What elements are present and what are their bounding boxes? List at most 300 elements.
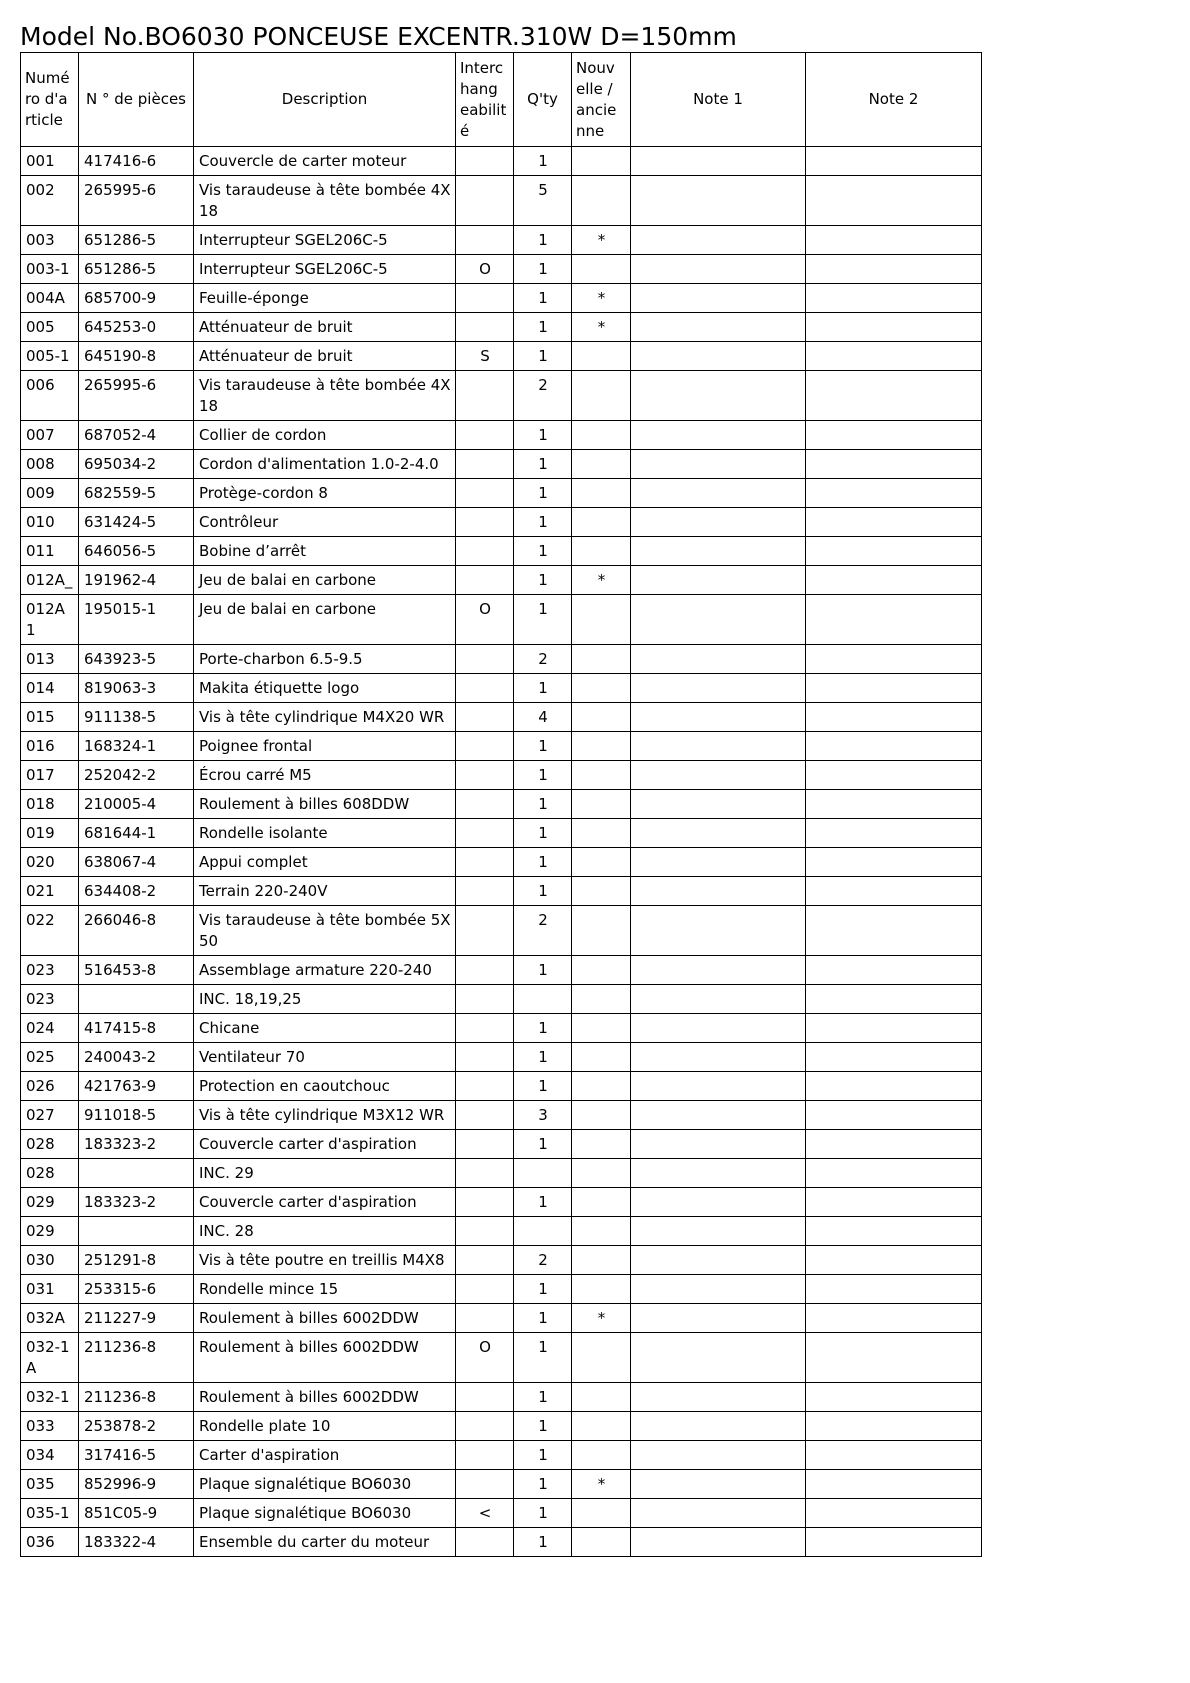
table-row <box>21 595 982 645</box>
cell-part-number: 911018-5 <box>79 1101 194 1130</box>
cell-note-1 <box>631 284 806 313</box>
table-row <box>21 1130 982 1159</box>
cell-note-2 <box>806 1528 982 1557</box>
cell-quantity: 1 <box>514 732 572 761</box>
cell-article-number: 015 <box>21 703 79 732</box>
cell-description: Rondelle isolante <box>194 819 456 848</box>
cell-description: Vis taraudeuse à tête bombée 5X 50 <box>194 906 456 956</box>
cell-part-number: 681644-1 <box>79 819 194 848</box>
cell-new-old <box>572 877 631 906</box>
cell-article-number: 002 <box>21 176 79 226</box>
cell-new-old <box>572 479 631 508</box>
cell-note-2 <box>806 508 982 537</box>
cell-description: Roulement à billes 6002DDW <box>194 1304 456 1333</box>
cell-note-2 <box>806 761 982 790</box>
cell-article-number: 018 <box>21 790 79 819</box>
cell-article-number: 031 <box>21 1275 79 1304</box>
cell-interchangeability <box>456 877 514 906</box>
cell-description: Carter d'aspiration <box>194 1441 456 1470</box>
cell-quantity: 1 <box>514 421 572 450</box>
cell-interchangeability: S <box>456 342 514 371</box>
cell-quantity: 1 <box>514 1441 572 1470</box>
cell-article-number: 025 <box>21 1043 79 1072</box>
cell-interchangeability <box>456 537 514 566</box>
table-row <box>21 956 982 985</box>
cell-description: INC. 28 <box>194 1217 456 1246</box>
table-header-row <box>21 53 982 147</box>
cell-interchangeability <box>456 371 514 421</box>
cell-note-1 <box>631 176 806 226</box>
cell-interchangeability: O <box>456 1333 514 1383</box>
cell-part-number: 643923-5 <box>79 645 194 674</box>
cell-article-number: 035-1 <box>21 1499 79 1528</box>
cell-article-number: 010 <box>21 508 79 537</box>
cell-note-1 <box>631 1275 806 1304</box>
cell-note-2 <box>806 819 982 848</box>
cell-note-1 <box>631 1470 806 1499</box>
cell-note-1 <box>631 479 806 508</box>
cell-quantity: 1 <box>514 761 572 790</box>
cell-description: Écrou carré M5 <box>194 761 456 790</box>
cell-description: Roulement à billes 6002DDW <box>194 1333 456 1383</box>
cell-interchangeability <box>456 313 514 342</box>
cell-article-number: 026 <box>21 1072 79 1101</box>
cell-quantity: 3 <box>514 1101 572 1130</box>
cell-quantity: 1 <box>514 1383 572 1412</box>
cell-new-old <box>572 732 631 761</box>
cell-description: Couvercle de carter moteur <box>194 147 456 176</box>
table-row <box>21 1188 982 1217</box>
cell-note-1 <box>631 537 806 566</box>
cell-part-number: 646056-5 <box>79 537 194 566</box>
header-note-1: Note 1 <box>631 53 806 147</box>
cell-new-old <box>572 147 631 176</box>
cell-description: Makita étiquette logo <box>194 674 456 703</box>
table-row <box>21 1159 982 1188</box>
cell-part-number <box>79 1217 194 1246</box>
cell-note-2 <box>806 342 982 371</box>
cell-description: Atténuateur de bruit <box>194 342 456 371</box>
header-description: Description <box>194 53 456 147</box>
table-row <box>21 761 982 790</box>
cell-note-2 <box>806 985 982 1014</box>
cell-description: Feuille-éponge <box>194 284 456 313</box>
cell-note-1 <box>631 956 806 985</box>
cell-description: Ventilateur 70 <box>194 1043 456 1072</box>
cell-interchangeability <box>456 848 514 877</box>
cell-note-1 <box>631 645 806 674</box>
cell-part-number: 634408-2 <box>79 877 194 906</box>
cell-note-1 <box>631 761 806 790</box>
cell-new-old <box>572 450 631 479</box>
table-row <box>21 906 982 956</box>
cell-note-2 <box>806 566 982 595</box>
cell-note-1 <box>631 674 806 703</box>
cell-note-1 <box>631 703 806 732</box>
cell-description: Vis à tête cylindrique M3X12 WR <box>194 1101 456 1130</box>
cell-quantity: 1 <box>514 1130 572 1159</box>
cell-note-1 <box>631 1246 806 1275</box>
cell-note-1 <box>631 732 806 761</box>
cell-note-1 <box>631 255 806 284</box>
cell-note-2 <box>806 703 982 732</box>
table-row <box>21 1101 982 1130</box>
cell-new-old <box>572 537 631 566</box>
table-row <box>21 674 982 703</box>
cell-note-2 <box>806 1217 982 1246</box>
table-row <box>21 819 982 848</box>
cell-interchangeability <box>456 1072 514 1101</box>
document-title: Model No.BO6030 PONCEUSE EXCENTR.310W D=150mm <box>20 22 737 51</box>
cell-part-number: 266046-8 <box>79 906 194 956</box>
cell-article-number: 033 <box>21 1412 79 1441</box>
header-interchangeability: Interc hang eabilit é <box>456 53 514 147</box>
cell-quantity: 1 <box>514 674 572 703</box>
table-row <box>21 313 982 342</box>
cell-interchangeability <box>456 1043 514 1072</box>
cell-part-number: 211236-8 <box>79 1333 194 1383</box>
cell-new-old <box>572 1159 631 1188</box>
cell-note-2 <box>806 1333 982 1383</box>
cell-article-number: 023 <box>21 956 79 985</box>
cell-interchangeability <box>456 226 514 255</box>
table-row <box>21 1412 982 1441</box>
cell-part-number: 168324-1 <box>79 732 194 761</box>
cell-part-number: 695034-2 <box>79 450 194 479</box>
table-row <box>21 342 982 371</box>
cell-note-2 <box>806 371 982 421</box>
cell-note-1 <box>631 147 806 176</box>
cell-part-number: 651286-5 <box>79 255 194 284</box>
cell-part-number: 819063-3 <box>79 674 194 703</box>
cell-note-1 <box>631 1188 806 1217</box>
cell-interchangeability <box>456 1159 514 1188</box>
cell-quantity: 1 <box>514 1333 572 1383</box>
table-row <box>21 1275 982 1304</box>
table-row <box>21 1217 982 1246</box>
cell-part-number: 852996-9 <box>79 1470 194 1499</box>
cell-quantity: 1 <box>514 255 572 284</box>
cell-description: Rondelle mince 15 <box>194 1275 456 1304</box>
cell-article-number: 016 <box>21 732 79 761</box>
cell-quantity: 1 <box>514 877 572 906</box>
cell-interchangeability <box>456 645 514 674</box>
cell-note-2 <box>806 790 982 819</box>
table-row <box>21 790 982 819</box>
cell-quantity: 1 <box>514 1528 572 1557</box>
cell-note-2 <box>806 1499 982 1528</box>
cell-article-number: 032A <box>21 1304 79 1333</box>
cell-note-1 <box>631 790 806 819</box>
cell-article-number: 008 <box>21 450 79 479</box>
table-row <box>21 1499 982 1528</box>
cell-quantity: 1 <box>514 848 572 877</box>
cell-interchangeability <box>456 819 514 848</box>
cell-new-old <box>572 674 631 703</box>
cell-new-old <box>572 371 631 421</box>
cell-description: Vis à tête poutre en treillis M4X8 <box>194 1246 456 1275</box>
cell-note-2 <box>806 848 982 877</box>
cell-description: Plaque signalétique BO6030 <box>194 1470 456 1499</box>
cell-note-2 <box>806 226 982 255</box>
cell-article-number: 032-1 A <box>21 1333 79 1383</box>
cell-note-1 <box>631 1412 806 1441</box>
cell-part-number: 253878-2 <box>79 1412 194 1441</box>
cell-part-number: 265995-6 <box>79 371 194 421</box>
cell-interchangeability <box>456 703 514 732</box>
cell-part-number: 183323-2 <box>79 1130 194 1159</box>
cell-part-number: 417415-8 <box>79 1014 194 1043</box>
cell-quantity: 1 <box>514 956 572 985</box>
cell-new-old <box>572 1383 631 1412</box>
cell-note-1 <box>631 1159 806 1188</box>
cell-new-old <box>572 1412 631 1441</box>
cell-part-number: 251291-8 <box>79 1246 194 1275</box>
cell-note-2 <box>806 284 982 313</box>
cell-description: Protège-cordon 8 <box>194 479 456 508</box>
cell-description: INC. 29 <box>194 1159 456 1188</box>
cell-new-old <box>572 1188 631 1217</box>
cell-note-2 <box>806 674 982 703</box>
cell-quantity: 1 <box>514 1304 572 1333</box>
cell-quantity: 1 <box>514 790 572 819</box>
cell-description: Vis taraudeuse à tête bombée 4X 18 <box>194 371 456 421</box>
cell-interchangeability <box>456 566 514 595</box>
cell-quantity: 1 <box>514 479 572 508</box>
cell-note-2 <box>806 1441 982 1470</box>
cell-note-1 <box>631 566 806 595</box>
cell-new-old <box>572 819 631 848</box>
cell-note-1 <box>631 1072 806 1101</box>
cell-note-1 <box>631 421 806 450</box>
cell-note-1 <box>631 1043 806 1072</box>
cell-interchangeability <box>456 1441 514 1470</box>
cell-part-number: 183323-2 <box>79 1188 194 1217</box>
cell-quantity: 1 <box>514 537 572 566</box>
cell-interchangeability <box>456 674 514 703</box>
cell-note-1 <box>631 1528 806 1557</box>
cell-part-number: 252042-2 <box>79 761 194 790</box>
cell-interchangeability <box>456 1188 514 1217</box>
cell-article-number: 014 <box>21 674 79 703</box>
cell-description: Terrain 220-240V <box>194 877 456 906</box>
cell-new-old <box>572 1499 631 1528</box>
cell-note-2 <box>806 1014 982 1043</box>
cell-note-2 <box>806 1072 982 1101</box>
cell-article-number: 035 <box>21 1470 79 1499</box>
cell-description: INC. 18,19,25 <box>194 985 456 1014</box>
cell-article-number: 007 <box>21 421 79 450</box>
cell-new-old: * <box>572 566 631 595</box>
cell-interchangeability <box>456 284 514 313</box>
cell-note-1 <box>631 1101 806 1130</box>
cell-interchangeability <box>456 1275 514 1304</box>
cell-interchangeability <box>456 906 514 956</box>
cell-article-number: 028 <box>21 1130 79 1159</box>
cell-note-1 <box>631 226 806 255</box>
cell-interchangeability <box>456 1101 514 1130</box>
cell-part-number: 253315-6 <box>79 1275 194 1304</box>
header-part-number: N ° de pièces <box>79 53 194 147</box>
cell-new-old <box>572 421 631 450</box>
table-row <box>21 645 982 674</box>
cell-note-2 <box>806 906 982 956</box>
cell-part-number: 421763-9 <box>79 1072 194 1101</box>
cell-new-old <box>572 1130 631 1159</box>
cell-part-number: 210005-4 <box>79 790 194 819</box>
cell-new-old <box>572 508 631 537</box>
cell-description: Porte-charbon 6.5-9.5 <box>194 645 456 674</box>
cell-part-number: 645253-0 <box>79 313 194 342</box>
table-row <box>21 1470 982 1499</box>
cell-note-2 <box>806 255 982 284</box>
cell-quantity: 1 <box>514 508 572 537</box>
cell-part-number: 851C05-9 <box>79 1499 194 1528</box>
cell-part-number: 195015-1 <box>79 595 194 645</box>
cell-quantity: 1 <box>514 819 572 848</box>
table-row <box>21 1333 982 1383</box>
cell-article-number: 005 <box>21 313 79 342</box>
cell-article-number: 030 <box>21 1246 79 1275</box>
cell-interchangeability <box>456 732 514 761</box>
cell-description: Interrupteur SGEL206C-5 <box>194 226 456 255</box>
cell-note-2 <box>806 1188 982 1217</box>
cell-new-old <box>572 761 631 790</box>
cell-article-number: 006 <box>21 371 79 421</box>
cell-new-old <box>572 1217 631 1246</box>
cell-new-old <box>572 790 631 819</box>
cell-description: Interrupteur SGEL206C-5 <box>194 255 456 284</box>
cell-description: Jeu de balai en carbone <box>194 566 456 595</box>
cell-description: Jeu de balai en carbone <box>194 595 456 645</box>
cell-note-2 <box>806 956 982 985</box>
cell-description: Atténuateur de bruit <box>194 313 456 342</box>
cell-new-old <box>572 1246 631 1275</box>
table-body <box>21 147 982 1557</box>
cell-interchangeability <box>456 1304 514 1333</box>
cell-note-1 <box>631 848 806 877</box>
cell-new-old <box>572 1043 631 1072</box>
cell-note-2 <box>806 537 982 566</box>
table-row <box>21 732 982 761</box>
cell-article-number: 001 <box>21 147 79 176</box>
table-row <box>21 1014 982 1043</box>
cell-article-number: 013 <box>21 645 79 674</box>
cell-note-1 <box>631 371 806 421</box>
table-row <box>21 537 982 566</box>
cell-note-1 <box>631 1441 806 1470</box>
cell-quantity: 1 <box>514 566 572 595</box>
cell-new-old <box>572 703 631 732</box>
cell-note-2 <box>806 176 982 226</box>
cell-part-number: 317416-5 <box>79 1441 194 1470</box>
cell-part-number: 265995-6 <box>79 176 194 226</box>
cell-note-2 <box>806 1246 982 1275</box>
cell-interchangeability <box>456 1246 514 1275</box>
cell-article-number: 003 <box>21 226 79 255</box>
cell-part-number: 211227-9 <box>79 1304 194 1333</box>
cell-article-number: 029 <box>21 1188 79 1217</box>
cell-interchangeability <box>456 1130 514 1159</box>
cell-article-number: 022 <box>21 906 79 956</box>
header-note-2: Note 2 <box>806 53 982 147</box>
table-row <box>21 226 982 255</box>
cell-note-1 <box>631 1383 806 1412</box>
cell-article-number: 032-1 <box>21 1383 79 1412</box>
cell-note-2 <box>806 645 982 674</box>
cell-new-old <box>572 595 631 645</box>
cell-new-old <box>572 176 631 226</box>
cell-new-old <box>572 1275 631 1304</box>
cell-interchangeability: O <box>456 255 514 284</box>
cell-quantity: 2 <box>514 1246 572 1275</box>
cell-note-1 <box>631 313 806 342</box>
header-article-number: Numé ro d'a rticle <box>21 53 79 147</box>
cell-new-old <box>572 848 631 877</box>
cell-interchangeability <box>456 508 514 537</box>
cell-new-old <box>572 1014 631 1043</box>
table-row <box>21 566 982 595</box>
cell-note-1 <box>631 1499 806 1528</box>
cell-part-number: 651286-5 <box>79 226 194 255</box>
cell-description: Protection en caoutchouc <box>194 1072 456 1101</box>
cell-quantity: 2 <box>514 645 572 674</box>
cell-note-2 <box>806 1043 982 1072</box>
cell-description: Ensemble du carter du moteur <box>194 1528 456 1557</box>
cell-article-number: 023 <box>21 985 79 1014</box>
cell-article-number: 017 <box>21 761 79 790</box>
cell-article-number: 009 <box>21 479 79 508</box>
cell-description: Couvercle carter d'aspiration <box>194 1130 456 1159</box>
cell-quantity: 1 <box>514 1014 572 1043</box>
cell-quantity: 4 <box>514 703 572 732</box>
cell-part-number <box>79 985 194 1014</box>
cell-new-old <box>572 1333 631 1383</box>
cell-note-2 <box>806 421 982 450</box>
cell-quantity: 1 <box>514 1470 572 1499</box>
cell-description: Roulement à billes 6002DDW <box>194 1383 456 1412</box>
cell-part-number: 687052-4 <box>79 421 194 450</box>
cell-description: Cordon d'alimentation 1.0-2-4.0 <box>194 450 456 479</box>
cell-note-1 <box>631 1333 806 1383</box>
cell-note-2 <box>806 595 982 645</box>
cell-interchangeability: O <box>456 595 514 645</box>
cell-description: Contrôleur <box>194 508 456 537</box>
cell-new-old: * <box>572 226 631 255</box>
cell-note-2 <box>806 732 982 761</box>
table-row <box>21 848 982 877</box>
cell-article-number: 036 <box>21 1528 79 1557</box>
table-row <box>21 1043 982 1072</box>
cell-interchangeability <box>456 761 514 790</box>
cell-new-old <box>572 985 631 1014</box>
cell-interchangeability <box>456 147 514 176</box>
cell-description: Collier de cordon <box>194 421 456 450</box>
cell-note-1 <box>631 906 806 956</box>
cell-note-1 <box>631 508 806 537</box>
table-row <box>21 284 982 313</box>
cell-note-1 <box>631 877 806 906</box>
cell-interchangeability <box>456 790 514 819</box>
cell-article-number: 028 <box>21 1159 79 1188</box>
cell-note-1 <box>631 1217 806 1246</box>
cell-note-2 <box>806 877 982 906</box>
cell-new-old: * <box>572 1470 631 1499</box>
cell-part-number: 516453-8 <box>79 956 194 985</box>
table-row <box>21 1528 982 1557</box>
cell-article-number: 012A_ <box>21 566 79 595</box>
cell-description: Chicane <box>194 1014 456 1043</box>
